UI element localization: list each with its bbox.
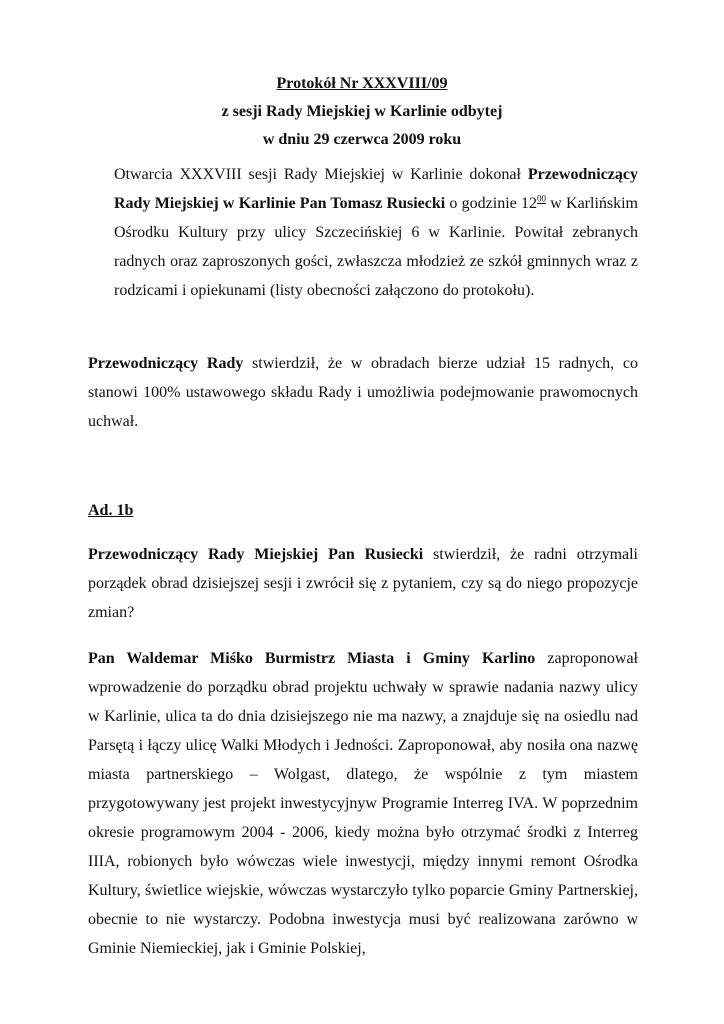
quorum-speaker: Przewodniczący Rady (88, 355, 244, 372)
mayor-proposal-text: zaproponował wprowadzenie do porządku obrad projektu uchwały w sprawie nadania nazwy ulicy w Karlinie, ulica ta do dnia dzisiejszego nie ma nazwy, a znajduje się na osiedlu nad Parsętą i łączy ulicę Walki Młodych i Jedności. Zaproponował, aby nosiła ona nazwę miasta partnerskiego – Wolgast, dlatego, że wspólnie z tym miastem przygotowywany jest projekt inwestycyjnyw Programie Interreg IVA. W poprzednim okresie programowym 2004 - 2006, kiedy można było otrzymać środki z Interreg IIIA, robionych było wówczas wiele inwestycji, między innymi remont Ośrodka Kultury, świetlice wiejskie, wówczas wystarczyło tylko poparcie Gminy Partnerskiej, obecnie to nie wystarczy. Podobna inwestycja musi być realizowana zarówno w Gminie Niemieckiej, jak i Gminie Polskiej, (88, 650, 638, 957)
quorum-text: stwierdził, że w obradach bierze udział 15 radnych, co stanowi 100% ustawowego składu Rady i umożliwia podejmowanie prawomocnych uchwał. (88, 355, 638, 430)
opening-paragraph (114, 160, 638, 305)
chairman-name: Przewodniczący Rady Miejskiej w Karlinie Pan Tomasz Rusiecki (114, 166, 638, 212)
time-minutes-superscript: 00 (536, 193, 546, 204)
mayor-name: Pan Waldemar Miśko Burmistrz Miasta i Gminy Karlino (88, 650, 536, 667)
quorum-paragraph (88, 349, 638, 436)
opening-lead-text: Otwarcia XXXVIII sesji Rady Miejskiej w Karlinie dokonał (114, 166, 528, 183)
session-subtitle: z sesji Rady Miejskiej w Karlinie odbytej (221, 103, 503, 120)
session-date: w dniu 29 czerwca 2009 roku (262, 131, 462, 148)
opening-time-text: o godzinie 12 (445, 195, 537, 212)
protocol-title: Protokół Nr XXXVIII/09 (276, 75, 448, 92)
agenda-speaker: Przewodniczący Rady Miejskiej Pan Rusiecki (88, 546, 424, 563)
agenda-text: stwierdził, że radni otrzymali porządek obrad dzisiejszej sesji i zwrócił się z pytaniem, czy są do niego propozycje zmian? (88, 546, 638, 621)
section-heading-ad-1b: Ad. 1b (88, 502, 134, 519)
agenda-paragraph (88, 540, 638, 627)
mayor-proposal-paragraph (88, 644, 638, 963)
opening-rest-text: w Karlińskim Ośrodku Kultury przy ulicy Szczecińskiej 6 w Karlinie. Powitał zebranych radnych oraz zaproszonych gości, zwłaszcza młodzież ze szkół gminnych wraz z rodzicami i opiekunami (listy obecności załączono do protokołu). (114, 195, 638, 299)
